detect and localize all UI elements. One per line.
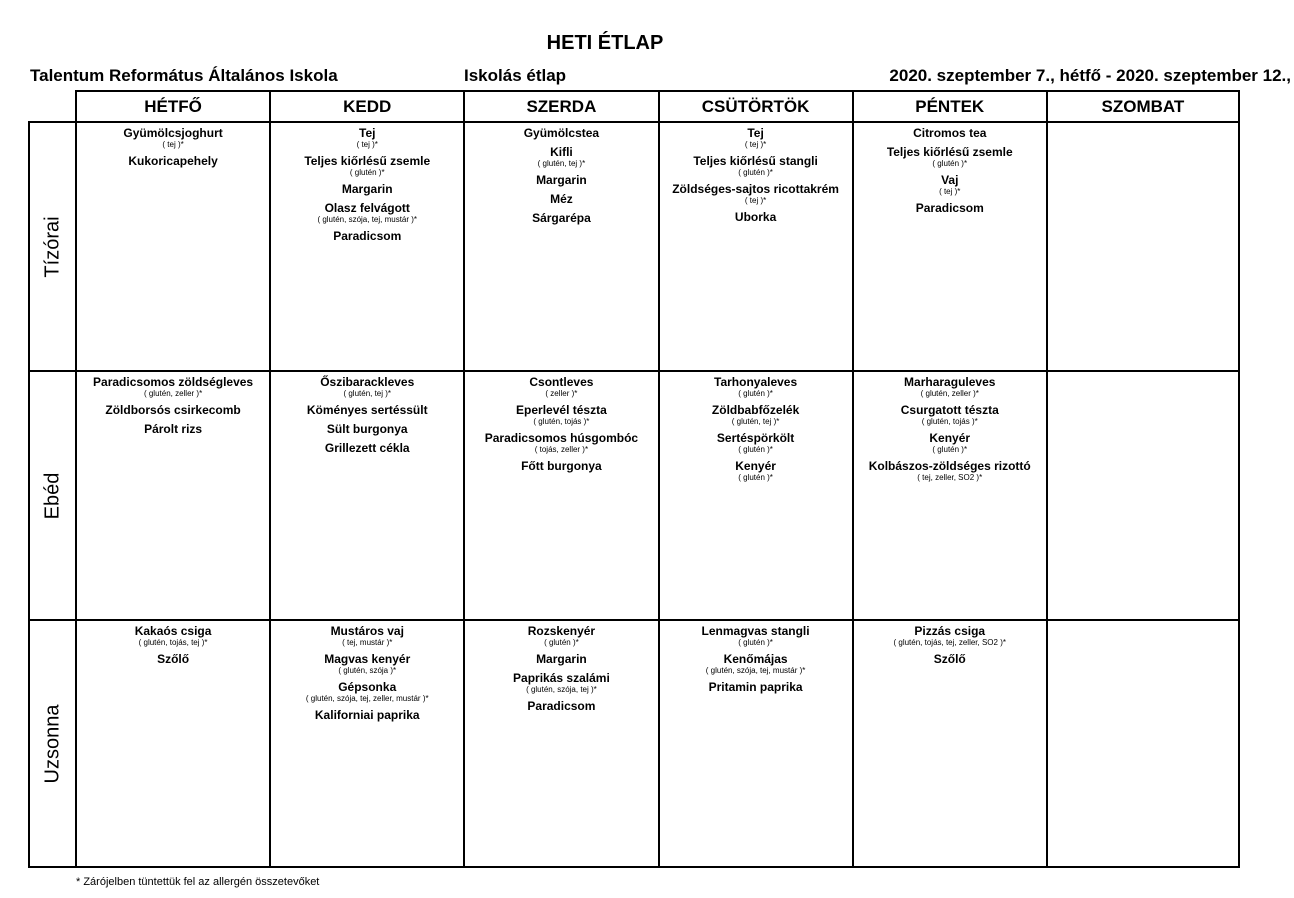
day-header: CSÜTÖRTÖK [658,90,852,121]
menu-item-name: Pritamin paprika [708,680,803,694]
menu-item [465,672,657,694]
menu-item [271,230,463,243]
menu-item [465,193,657,206]
menu-item-name: Gépsonka [338,680,397,694]
menu-item-name: Paradicsomos húsgombóc [484,431,639,445]
menu-item [660,460,852,482]
menu-cell [852,619,1046,868]
menu-item [660,211,852,224]
menu-cell [75,619,269,868]
meal-label-text: Ebéd [41,472,63,519]
menu-item-allergens: ( glutén, szója, tej, mustár )* [317,215,418,224]
menu-item-name: Gyümölcstea [523,126,600,140]
menu-item [660,183,852,205]
menu-item [77,127,269,149]
menu-item [77,155,269,168]
table-corner [28,90,75,121]
menu-item-allergens: ( glutén, tojás )* [921,417,978,426]
menu-item-name: Csurgatott tészta [900,403,999,417]
menu-table [28,90,1240,868]
menu-item [854,653,1046,666]
menu-item-allergens: ( glutén, tej )* [731,417,780,426]
menu-item-name: Margarin [536,173,587,187]
menu-item [271,404,463,417]
menu-item-allergens: ( glutén )* [738,473,773,482]
menu-item-name: Méz [550,192,573,206]
menu-item-name: Köményes sertéssült [306,403,428,417]
menu-item-name: Kukoricapehely [128,154,218,168]
menu-item-allergens: ( glutén, tojás, tej )* [138,638,208,647]
menu-item [660,681,852,694]
menu-item [465,460,657,473]
menu-item [271,442,463,455]
menu-cell [852,121,1046,370]
menu-item-name: Marharaguleves [904,375,996,389]
menu-item-name: Uborka [734,210,777,224]
day-header: PÉNTEK [852,90,1046,121]
day-header: KEDD [269,90,463,121]
menu-item [465,700,657,713]
menu-item [271,202,463,224]
menu-item-name: Kakaós csiga [134,624,212,638]
menu-item-allergens: ( tej )* [356,140,378,149]
menu-item [271,183,463,196]
date-range: 2020. szeptember 7., hétfő - 2020. szeptember 12., [889,66,1291,85]
meal-label [28,619,75,868]
menu-item-name: Sárgarépa [532,211,591,225]
menu-item-allergens: ( glutén, tojás, tej, zeller, SO2 )* [893,638,1006,647]
menu-item-name: Paprikás szalámi [513,671,610,685]
menu-item-allergens: ( tej )* [744,140,767,149]
menu-cell [658,370,852,619]
menu-item [77,653,269,666]
menu-item-name: Kaliforniai paprika [314,708,420,722]
menu-item-allergens: ( glutén )* [738,638,773,647]
menu-item-name: Paradicsom [915,201,984,215]
menu-item-name: Teljes kiőrlésű zsemle [304,154,431,168]
menu-item-name: Teljes kiőrlésű zsemle [886,145,1013,159]
menu-item [77,625,269,647]
menu-item-name: Kifli [550,145,573,159]
menu-item [271,155,463,177]
menu-item-name: Paradicsomos zöldségleves [93,375,254,389]
menu-item [271,681,463,703]
menu-item-name: Sült burgonya [326,422,408,436]
menu-item [854,174,1046,196]
meal-label [28,121,75,370]
menu-item-name: Eperlevél tészta [516,403,607,417]
school-name: Talentum Református Általános Iskola [30,66,338,85]
menu-item [854,625,1046,647]
menu-item-name: Pizzás csiga [914,624,986,638]
menu-item [77,423,269,436]
menu-item-name: Csontleves [529,375,594,389]
menu-item [465,376,657,398]
menu-item-name: Citromos tea [913,126,987,140]
menu-item-name: Kenőmájas [723,652,788,666]
menu-item [271,376,463,398]
menu-cell [269,619,463,868]
menu-item-allergens: ( glutén, tojás )* [533,417,590,426]
menu-item [77,376,269,398]
menu-item-name: Rozskenyér [527,624,596,638]
menu-cell [463,121,657,370]
menu-item [271,625,463,647]
day-header: HÉTFŐ [75,90,269,121]
menu-cell [1046,121,1240,370]
menu-item [660,625,852,647]
menu-item-name: Gyümölcsjoghurt [123,126,223,140]
menu-item-allergens: ( tej, mustár )* [342,638,393,647]
menu-cell [852,370,1046,619]
menu-item [77,404,269,417]
menu-item-allergens: ( glutén )* [738,168,773,177]
menu-item [660,404,852,426]
menu-item [660,432,852,454]
menu-cell [269,370,463,619]
menu-item-name: Margarin [341,182,393,196]
meal-label [28,370,75,619]
menu-cell [463,370,657,619]
menu-item [465,146,657,168]
menu-item [465,174,657,187]
menu-item-name: Őszibarackleves [320,375,415,389]
menu-item-allergens: ( glutén )* [349,168,385,177]
menu-item-name: Paradicsom [527,699,596,713]
menu-item-allergens: ( glutén, szója, tej )* [526,685,597,694]
menu-cell [1046,619,1240,868]
menu-item-name: Szőlő [157,652,190,666]
menu-item-name: Párolt rizs [144,422,203,436]
menu-item [854,127,1046,140]
menu-item-allergens: ( glutén )* [738,389,773,398]
menu-cell [463,619,657,868]
menu-item-name: Zöldborsós csirkecomb [105,403,241,417]
menu-item [465,625,657,647]
menu-item-allergens: ( tej )* [744,196,767,205]
menu-item-name: Mustáros vaj [330,624,404,638]
menu-item-name: Magvas kenyér [324,652,411,666]
menu-item-name: Teljes kiőrlésű stangli [693,154,818,168]
meal-label-text: Uzsonna [41,704,63,783]
menu-item-name: Paradicsom [333,229,402,243]
menu-item-name: Kenyér [929,431,971,445]
menu-item-name: Zöldséges-sajtos ricottakrém [672,182,839,196]
menu-item-name: Kolbászos-zöldséges rizottó [868,459,1031,473]
menu-item-allergens: ( tojás, zeller )* [534,445,589,454]
menu-item-allergens: ( glutén, szója )* [338,666,397,675]
page-title: HETI ÉTLAP [546,32,664,54]
menu-item [660,127,852,149]
menu-item-name: Tej [747,126,764,140]
menu-cell [658,619,852,868]
menu-item [271,709,463,722]
menu-item [660,653,852,675]
menu-item [854,146,1046,168]
menu-item-allergens: ( glutén, szója, tej, zeller, mustár )* [305,694,429,703]
menu-item [465,404,657,426]
menu-item-allergens: ( glutén )* [932,159,968,168]
meal-label-text: Tízórai [41,215,63,278]
menu-item [465,127,657,140]
menu-item-allergens: ( tej, zeller, SO2 )* [917,473,983,482]
menu-item [660,376,852,398]
menu-item-allergens: ( tej )* [939,187,961,196]
day-header: SZERDA [463,90,657,121]
menu-item-name: Zöldbabfőzelék [711,403,800,417]
menu-item [465,432,657,454]
menu-item-name: Kenyér [735,459,776,473]
menu-item [271,653,463,675]
menu-item [271,423,463,436]
menu-item-allergens: ( glutén, szója, tej, mustár )* [705,666,806,675]
allergen-footnote: * Zárójelben tüntettük fel az allergén összetevőket [76,876,320,888]
menu-cell [658,121,852,370]
menu-item-name: Margarin [536,652,587,666]
menu-item-allergens: ( glutén )* [544,638,579,647]
menu-item-name: Sertéspörkölt [716,431,795,445]
menu-cell [1046,370,1240,619]
menu-item-allergens: ( glutén, zeller )* [143,389,203,398]
menu-item [854,202,1046,215]
menu-item-name: Főtt burgonya [521,459,602,473]
menu-item [465,653,657,666]
menu-item [660,155,852,177]
menu-item [854,432,1046,454]
menu-cell [75,121,269,370]
menu-item [465,212,657,225]
menu-type: Iskolás étlap [464,66,567,85]
menu-cell [75,370,269,619]
menu-item-allergens: ( glutén, tej )* [537,159,586,168]
menu-item-allergens: ( tej )* [162,140,184,149]
menu-item-allergens: ( glutén, zeller )* [920,389,979,398]
menu-item-name: Grillezett cékla [324,441,410,455]
menu-item-allergens: ( glutén, tej )* [343,389,392,398]
menu-item-name: Tarhonyaleves [714,375,798,389]
menu-item-name: Vaj [941,173,959,187]
menu-item [854,460,1046,482]
menu-item-name: Tej [359,126,376,140]
menu-item-name: Olasz felvágott [324,201,410,215]
menu-item-name: Szőlő [933,652,966,666]
menu-item-allergens: ( glutén )* [738,445,773,454]
menu-item [854,404,1046,426]
menu-cell [269,121,463,370]
menu-item-allergens: ( glutén )* [932,445,968,454]
menu-item-name: Lenmagvas stangli [701,624,810,638]
menu-item [271,127,463,149]
day-header: SZOMBAT [1046,90,1240,121]
menu-item-allergens: ( zeller )* [545,389,578,398]
menu-item [854,376,1046,398]
